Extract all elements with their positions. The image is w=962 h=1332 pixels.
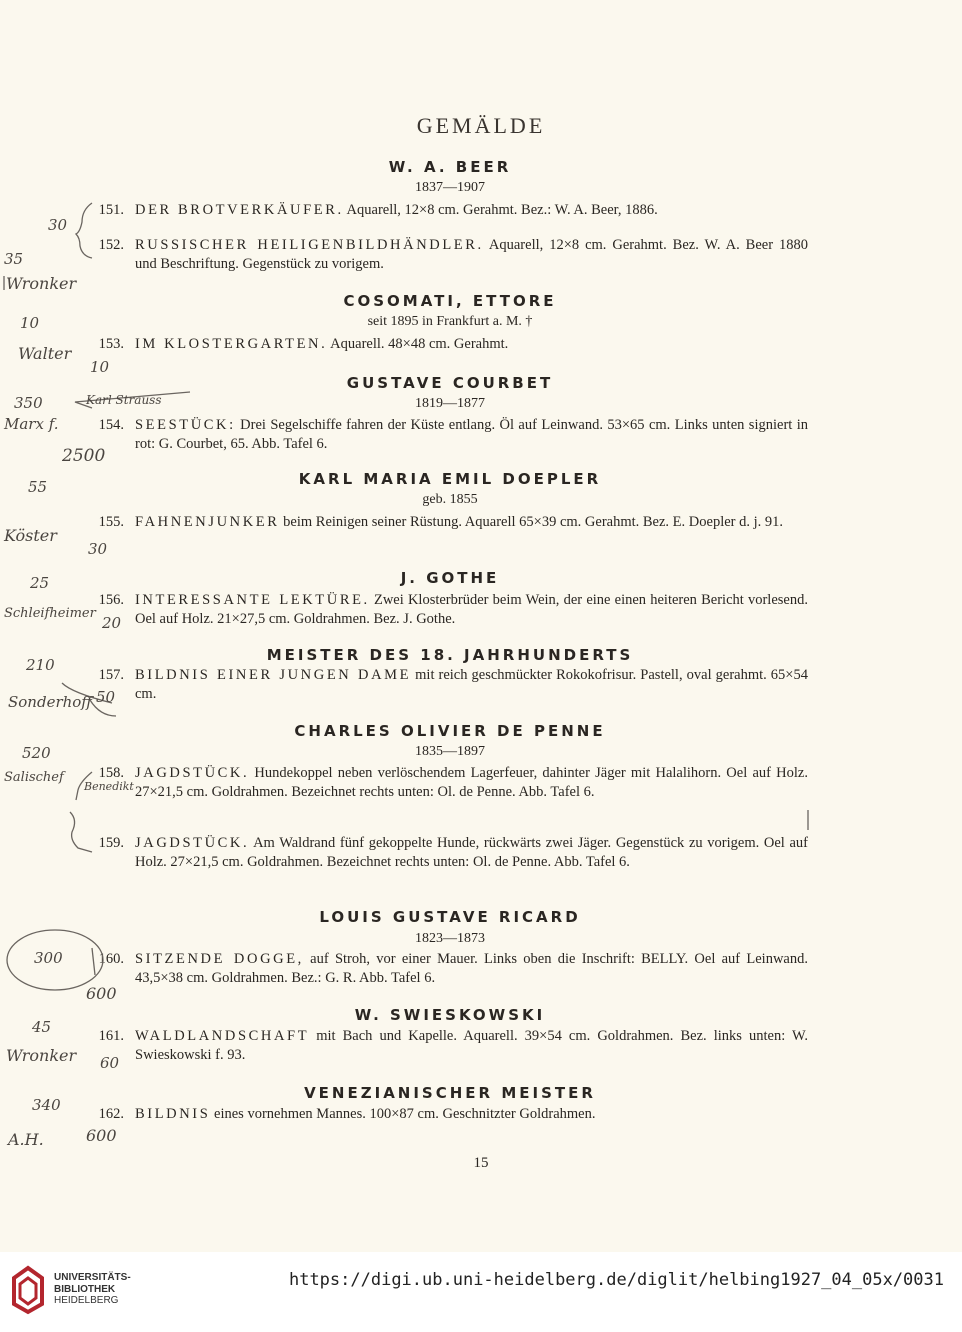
- page-title: GEMÄLDE: [416, 113, 546, 138]
- entry-number: 159.: [98, 835, 124, 851]
- footer-bar: [0, 1252, 962, 1332]
- artist-heading: MEISTER DES 18. JAHRHUNDERTS: [266, 646, 634, 664]
- handwritten-note: 210: [26, 656, 55, 674]
- handwritten-note: Köster: [4, 526, 57, 545]
- handwritten-note: 300: [34, 949, 63, 967]
- handwritten-note: 340: [32, 1096, 61, 1114]
- handwritten-note: 45: [32, 1018, 52, 1036]
- artist-dates: 1823—1873: [415, 931, 485, 946]
- handwritten-note: Karl Strauss: [86, 393, 162, 407]
- artist-heading: W. SWIESKOWSKI: [354, 1006, 546, 1024]
- entry-description: eines vornehmen Mannes. 100×87 cm. Geschnitzter Goldrahmen.: [210, 1106, 596, 1122]
- handwritten-note: 520: [22, 744, 51, 762]
- entry-title: BILDNIS: [135, 1106, 211, 1122]
- artist-heading: CHARLES OLIVIER DE PENNE: [294, 722, 606, 740]
- handwritten-note: Benedikt: [84, 780, 134, 793]
- entry-description: Aquarell, 12×8 cm. Gerahmt. Bez.: W. A. Beer, 1886.: [343, 202, 658, 218]
- entry-description: Drei Segelschiffe fahren der Küste entlang. Öl auf Leinwand. 53×65 cm. Links unten signiert in rot: G. Courbet, 65. Abb. Tafel 6.: [135, 417, 808, 452]
- entry-title: JAGDSTÜCK.: [135, 765, 250, 781]
- entry-number: 152.: [98, 237, 124, 253]
- handwritten-note: 50: [96, 688, 116, 706]
- handwritten-note: 600: [86, 984, 117, 1003]
- entry-description: Am Waldrand fünf gekoppelte Hunde, rückwärts zwei Jäger. Gegenstück zu vorigem. Oel auf Holz. 27×21,5 cm. Goldrahmen. Bezeichnet rechts unten: Ol. de Penne. Abb. Tafel 6.: [135, 835, 808, 870]
- artist-heading: J. GOTHE: [400, 569, 500, 587]
- handwritten-note: Marx f.: [4, 415, 59, 433]
- university-logo-icon: [8, 1264, 48, 1316]
- entry-title: JAGDSTÜCK.: [135, 835, 250, 851]
- handwritten-note: 10: [20, 314, 40, 332]
- artist-heading: KARL MARIA EMIL DOEPLER: [298, 470, 602, 488]
- entry-number: 162.: [98, 1106, 124, 1122]
- entry-number: 161.: [98, 1028, 124, 1044]
- artist-heading: COSOMATI, ETTORE: [343, 292, 557, 310]
- entry-title: WALDLANDSCHAFT: [135, 1028, 310, 1044]
- artist-dates: 1837—1907: [415, 180, 485, 195]
- logo-line: UNIVERSITÄTS-: [54, 1272, 131, 1283]
- handwritten-note: 30: [88, 540, 108, 558]
- handwritten-note: 55: [28, 478, 48, 496]
- entry-number: 157.: [98, 667, 124, 683]
- artist-heading: GUSTAVE COURBET: [346, 374, 554, 392]
- entry-number: 155.: [98, 514, 124, 530]
- handwritten-note: 35: [4, 250, 24, 268]
- entry-title: RUSSISCHER HEILIGENBILDHÄNDLER.: [135, 237, 484, 253]
- artist-dates: 1835—1897: [415, 744, 485, 759]
- handwritten-note: Wronker: [6, 1046, 77, 1065]
- entry-title: SEESTÜCK:: [135, 417, 236, 433]
- entry-number: 160.: [98, 951, 124, 967]
- entry-title: SITZENDE DOGGE,: [135, 951, 304, 967]
- entry-description: Aquarell, 12×8 cm. Gerahmt. Bez. W. A. Beer 1880 und Beschriftung. Gegenstück zu vorigem.: [135, 237, 808, 272]
- entry-description: Aquarell. 48×48 cm. Gerahmt.: [327, 336, 509, 352]
- entry-title: DER BROTVERKÄUFER.: [135, 202, 344, 218]
- handwritten-note: 10: [90, 358, 110, 376]
- artist-heading: VENEZIANISCHER MEISTER: [304, 1084, 596, 1102]
- handwritten-note: 30: [48, 216, 68, 234]
- entry-number: 151.: [98, 202, 124, 218]
- entry-title: BILDNIS EINER JUNGEN DAME: [135, 667, 412, 683]
- handwritten-note: Sonderhoff: [8, 693, 92, 711]
- entry-title: FAHNENJUNKER: [135, 514, 280, 530]
- entry-description: Zwei Klosterbrüder beim Wein, der eine einen heiteren Bericht vorlesend. Oel auf Holz. 21×27,5 cm. Goldrahmen. Bez. J. Gothe.: [135, 592, 808, 627]
- library-logo-text: [54, 1272, 131, 1307]
- artist-dates: seit 1895 in Frankfurt a. M. †: [367, 314, 533, 329]
- entry-title: IM KLOSTERGARTEN.: [135, 336, 328, 352]
- handwritten-note: 25: [30, 574, 50, 592]
- entry-number: 154.: [98, 417, 124, 433]
- entry-description: Hundekoppel neben verlöschendem Lagerfeuer, dahinter Jäger mit Halalihorn. Oel auf Holz. 27×21,5 cm. Goldrahmen. Bezeichnet rechts unten: Ol. de Penne. Abb. Tafel 6.: [135, 765, 808, 800]
- handwritten-note: 20: [102, 614, 122, 632]
- handwritten-note: A.H.: [8, 1130, 44, 1149]
- handwritten-note: 350: [14, 394, 43, 412]
- entry-description: mit Bach und Kapelle. Aquarell. 39×54 cm. Goldrahmen. Bez. links unten: W. Swieskowski f. 93.: [135, 1028, 808, 1063]
- entry-title: INTERESSANTE LEKTÜRE.: [135, 592, 370, 608]
- page-number: 15: [473, 1155, 489, 1171]
- logo-line: BIBLIOTHEK: [54, 1283, 116, 1295]
- handwritten-note: Walter: [18, 344, 72, 363]
- entry-number: 153.: [98, 336, 124, 352]
- handwritten-note: Salischef: [4, 770, 64, 785]
- handwritten-note: 2500: [62, 446, 106, 466]
- entry-description: beim Reinigen seiner Rüstung. Aquarell 65×39 cm. Gerahmt. Bez. E. Doepler d. j. 91.: [279, 514, 784, 530]
- handwritten-note: Schleifheimer: [4, 606, 96, 621]
- entry-description: mit reich geschmückter Rokokofrisur. Pastell, oval gerahmt. 65×54 cm.: [135, 667, 808, 702]
- handwritten-note: 60: [100, 1054, 120, 1072]
- entry-number: 156.: [98, 592, 124, 608]
- artist-heading: W. A. BEER: [388, 158, 512, 176]
- permalink-url[interactable]: https://digi.ub.uni-heidelberg.de/diglit/helbing1927_04_05x/0031: [288, 1270, 944, 1290]
- entry-number: 158.: [98, 765, 124, 781]
- artist-dates: 1819—1877: [415, 396, 485, 411]
- logo-line: HEIDELBERG: [54, 1295, 119, 1306]
- entry-description: auf Stroh, vor einer Mauer. Links oben die Inschrift: BELLY. Oel auf Leinwand. 43,5×38 cm. Goldrahmen. Bez.: G. R. Abb. Tafel 6.: [135, 951, 808, 986]
- artist-dates: geb. 1855: [422, 492, 478, 507]
- handwritten-note: Wronker: [6, 274, 77, 293]
- handwritten-note: 600: [86, 1126, 117, 1145]
- artist-heading: LOUIS GUSTAVE RICARD: [319, 908, 581, 926]
